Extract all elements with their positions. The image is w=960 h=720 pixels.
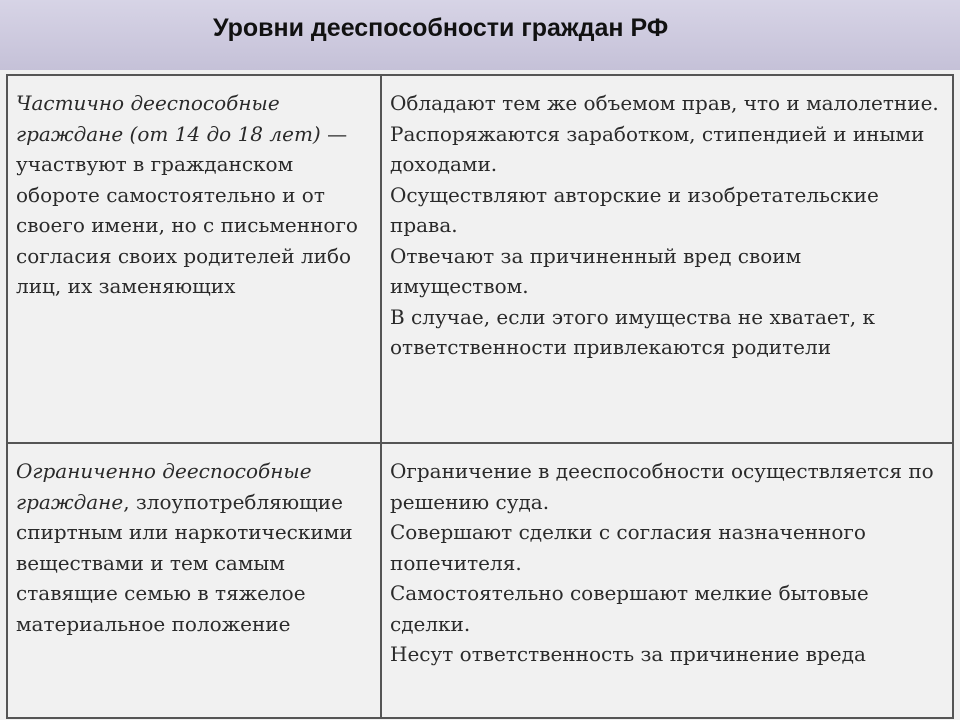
list-item: Самостоятельно совершают мелкие бытовые сделки. — [390, 581, 869, 636]
capacity-table — [6, 74, 954, 719]
list-item: Осуществляют авторские и изобретательские права. — [390, 182, 879, 237]
partial-capacity-rights-cell — [381, 75, 953, 443]
partial-capacity-description — [16, 88, 374, 302]
table-area — [0, 70, 960, 720]
slide-title: Уровни дееспособности граждан РФ — [213, 14, 669, 42]
list-item: Совершают сделки с согласия назначенного попечителя. — [390, 520, 866, 575]
list-item: Обладают тем же объемом прав, что и малолетние. — [390, 91, 939, 115]
list-item: Распоряжаются заработком, стипендией и иными доходами. — [390, 121, 925, 176]
limited-capacity-description-cell — [7, 443, 381, 718]
list-item: Отвечают за причиненный вред своим имуществом. — [390, 243, 802, 298]
partial-capacity-term: Частично дееспособные граждане (от 14 до 18 лет) — [16, 91, 321, 146]
partial-capacity-definition: — участвуют в гражданском обороте самостоятельно и от своего имени, но с письменного согласия своих родителей либо лиц, их заменяющих — [16, 121, 358, 298]
slide-header — [0, 0, 960, 70]
limited-capacity-rights-cell — [381, 443, 953, 718]
limited-capacity-definition: , злоупотребляющие спиртным или наркотическими веществами и тем самым ставящие семью в тяжелое материальное положение — [16, 489, 353, 636]
table-row — [7, 443, 953, 718]
list-item: В случае, если этого имущества не хватает, к ответственности привлекаются родители — [390, 304, 876, 359]
list-item: Несут ответственность за причинение вреда — [390, 642, 866, 666]
list-item: Ограничение в дееспособности осуществляется по решению суда. — [390, 459, 934, 514]
limited-capacity-description — [16, 456, 374, 639]
limited-capacity-term: Ограниченно дееспособные граждане — [16, 459, 312, 514]
partial-capacity-description-cell — [7, 75, 381, 443]
table-row — [7, 75, 953, 443]
